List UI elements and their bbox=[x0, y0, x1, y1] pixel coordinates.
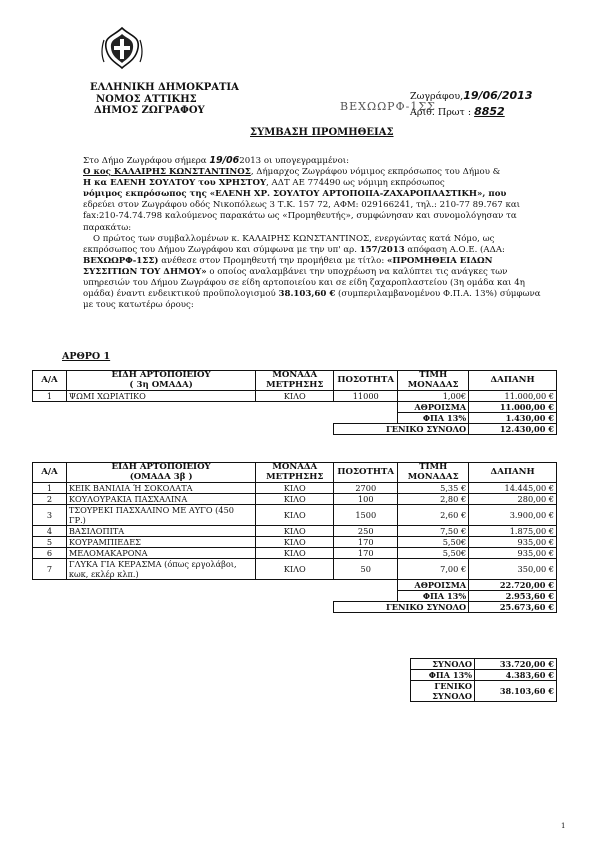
supply-title-a: «ΠΡΟΜΗΘΕΙΑ ΕΙΔΩΝ bbox=[386, 255, 493, 266]
row-item: ΚΕΙΚ ΒΑΝΙΛΙΑ Ή ΣΟΚΟΛΑΤΑ bbox=[66, 483, 255, 494]
header-line-2: ΝΟΜΟΣ ΑΤΤΙΚΗΣ bbox=[96, 93, 197, 105]
col-unit-1: ΜΟΝΑΔΑ bbox=[272, 370, 318, 380]
header-line-3: ΔΗΜΟΣ ΖΩΓΡΑΦΟΥ bbox=[94, 105, 205, 116]
p7: Ο πρώτος των συμβαλλομένων κ. ΚΑΛΑΙΡΗΣ ΚΩΝΣΤΑΝΤΙΝΟΣ, ενεργώντας κατά Νόμο, ως bbox=[93, 233, 495, 244]
row-qty: 50 bbox=[334, 559, 398, 580]
row-item: ΚΟΥΛΟΥΡΑΚΙΑ ΠΑΣΧΑΛΙΝΑ bbox=[66, 494, 255, 505]
article-heading: ΑΡΘΡΟ 1 bbox=[62, 351, 111, 362]
row-aa: 2 bbox=[33, 494, 67, 505]
row-cost: 935,00 € bbox=[469, 548, 557, 559]
table-header-row bbox=[33, 371, 557, 391]
p1-b: , Δήμαρχος Ζωγράφου νόμιμος εκπρόσωπος του Δήμου & bbox=[250, 167, 501, 178]
sum-row bbox=[33, 402, 557, 413]
row-cost: 280,00 € bbox=[469, 494, 557, 505]
col-unit bbox=[256, 463, 334, 483]
p12-c: (συμπεριλαμβανομένου Φ.Π.Α. 13%) σύμφωνα bbox=[338, 289, 541, 300]
p10-b: ο οποίος αναλαμβάνει την υποχρέωση να καλύπτει τις ανάγκες των bbox=[209, 266, 508, 277]
col-qty: ΠΟΣΟΤΗΤΑ bbox=[334, 463, 398, 483]
row-price: 2,80 € bbox=[398, 494, 469, 505]
total-row bbox=[33, 424, 557, 435]
vat-value: 2.953,60 € bbox=[469, 591, 557, 602]
row-cost: 14.445,00 € bbox=[469, 483, 557, 494]
bakery-table-group-3b bbox=[32, 462, 557, 613]
row-cost: 11.000,00 € bbox=[469, 391, 557, 402]
row-item: ΚΟΥΡΑΜΠΙΕΔΕΣ bbox=[66, 537, 255, 548]
row-unit: ΚΙΛΟ bbox=[256, 526, 334, 537]
row-unit: ΚΙΛΟ bbox=[256, 494, 334, 505]
col-item bbox=[66, 463, 255, 483]
coat-of-arms-emblem bbox=[96, 22, 148, 74]
row-price: 7,50 € bbox=[398, 526, 469, 537]
p11: υπηρεσιών του Δήμου Ζωγράφου σε είδη αρτοποιείου και σε είδη ζαχαροπλαστείου (3η ομάδα και 4η bbox=[83, 278, 525, 289]
row-unit: ΚΙΛΟ bbox=[256, 505, 334, 526]
row-unit: ΚΙΛΟ bbox=[256, 559, 334, 580]
protocol-value: 8852 bbox=[474, 105, 505, 118]
row-qty: 170 bbox=[334, 548, 398, 559]
row-qty: 11000 bbox=[334, 391, 398, 402]
date-label: Ζωγράφου, bbox=[410, 91, 464, 102]
ada-code: ΒΕΧΩΩΡΦ-1ΣΣ) bbox=[83, 255, 159, 266]
p5: fax:210-74.74.798 καλούμενος παρακάτω ως «Προμηθευτής», συμφώνησαν και συνομολόγησαν τα bbox=[83, 211, 517, 222]
summary-total-value: 38.103,60 € bbox=[475, 681, 557, 702]
summary-sum-row bbox=[411, 659, 557, 670]
table-row bbox=[33, 391, 557, 402]
col-item-title: ΕΙΔΗ ΑΡΤΟΠΟΙΕΙΟΥ bbox=[111, 370, 211, 380]
p2-b: , ΑΔΤ ΑΕ 774490 ως νόμιμη εκπρόσωπος bbox=[266, 178, 445, 189]
col-unit-2: ΜΕΤΡΗΣΗΣ bbox=[266, 379, 324, 390]
row-unit: ΚΙΛΟ bbox=[256, 548, 334, 559]
row-unit: ΚΙΛΟ bbox=[256, 537, 334, 548]
intro-b: 2013 οι υπογεγραμμένοι: bbox=[239, 156, 350, 166]
sum-value: 11.000,00 € bbox=[469, 402, 557, 413]
row-price: 5,50€ bbox=[398, 537, 469, 548]
p3: νόμιμος εκπρόσωπος της «ΕΛΕΝΗ ΧΡ. ΣΟΥΛΤΟΥ ΑΡΤΟΠΟΙΙΑ-ΖΑΧΑΡΟΠΛΑΣΤΙΚΗ», που bbox=[83, 189, 507, 200]
intro-date: 19/06 bbox=[209, 155, 240, 166]
total-value: 12.430,00 € bbox=[469, 424, 557, 435]
row-cost: 935,00 € bbox=[469, 537, 557, 548]
p8-a: εκπρόσωπος του Δήμου Ζωγράφου και σύμφωνα με την υπ' αρ. bbox=[83, 244, 357, 255]
table-row bbox=[33, 526, 557, 537]
row-qty: 250 bbox=[334, 526, 398, 537]
col-aa: Α/Α bbox=[33, 463, 67, 483]
row-item: ΜΕΛΟΜΑΚΑΡΟΝΑ bbox=[66, 548, 255, 559]
table-row bbox=[33, 505, 557, 526]
col-cost: ΔΑΠΑΝΗ bbox=[469, 463, 557, 483]
summary-total-label: ΓΕΝΙΚΟ ΣΥΝΟΛΟ bbox=[411, 681, 475, 702]
total-value: 25.673,60 € bbox=[469, 602, 557, 613]
row-item: ΒΑΣΙΛΟΠΙΤΑ bbox=[66, 526, 255, 537]
row-aa: 1 bbox=[33, 391, 67, 402]
col-item-group: (ΟΜΑΔΑ 3β ) bbox=[129, 471, 193, 482]
row-item: ΓΛΥΚΑ ΓΙΑ ΚΕΡΑΣΜΑ (όπως εργολάβοι, κωκ, εκλέρ κλπ.) bbox=[66, 559, 255, 580]
row-price: 1,00€ bbox=[398, 391, 469, 402]
budget-amount: 38.103,60 € bbox=[278, 289, 336, 300]
sum-label: ΑΘΡΟΙΣΜΑ bbox=[398, 402, 469, 413]
intro-a: Στο Δήμο Ζωγράφου σήμερα bbox=[83, 156, 207, 166]
row-cost: 3.900,00 € bbox=[469, 505, 557, 526]
col-item-group: ( 3η ΟΜΑΔΑ) bbox=[129, 379, 193, 390]
row-aa: 4 bbox=[33, 526, 67, 537]
vat-value: 1.430,00 € bbox=[469, 413, 557, 424]
p6: παρακάτω: bbox=[83, 222, 132, 233]
supplier-rep: Η κα ΕΛΕΝΗ ΣΟΥΛΤΟΥ του ΧΡΗΣΤΟΥ bbox=[83, 178, 267, 189]
table-row bbox=[33, 537, 557, 548]
contract-body bbox=[83, 155, 563, 311]
vat-row bbox=[33, 413, 557, 424]
col-unit-1: ΜΟΝΑΔΑ bbox=[272, 462, 318, 472]
row-unit: ΚΙΛΟ bbox=[256, 483, 334, 494]
supply-title-b: ΣΥΣΣΙΤΙΩΝ ΤΟΥ ΔΗΜΟΥ» bbox=[83, 266, 207, 277]
table-row bbox=[33, 483, 557, 494]
header-line-1: ΕΛΛΗΝΙΚΗ ΔΗΜΟΚΡΑΤΙΑ bbox=[90, 82, 239, 93]
row-aa: 5 bbox=[33, 537, 67, 548]
document-title: ΣΥΜΒΑΣΗ ΠΡΟΜΗΘΕΙΑΣ bbox=[250, 127, 394, 138]
row-qty: 1500 bbox=[334, 505, 398, 526]
table-row bbox=[33, 494, 557, 505]
total-label: ΓΕΝΙΚΟ ΣΥΝΟΛΟ bbox=[334, 424, 469, 435]
row-aa: 1 bbox=[33, 483, 67, 494]
row-unit: ΚΙΛΟ bbox=[256, 391, 334, 402]
row-price: 5,35 € bbox=[398, 483, 469, 494]
p9-b: ανέθεσε στον Προμηθευτή την προμήθεια με τίτλο: bbox=[161, 255, 385, 266]
row-item: ΤΣΟΥΡΕΚΙ ΠΑΣΧΑΛΙΝΟ ΜΕ ΑΥΓΟ (450 ΓΡ.) bbox=[66, 505, 255, 526]
row-qty: 170 bbox=[334, 537, 398, 548]
p8-c: απόφαση Α.Ο.Ε. (ΑΔΑ: bbox=[407, 244, 505, 255]
table-row bbox=[33, 548, 557, 559]
col-price-1: ΤΙΜΗ bbox=[419, 370, 448, 380]
summary-vat-value: 4.383,60 € bbox=[475, 670, 557, 681]
col-item bbox=[66, 371, 255, 391]
sum-value: 22.720,00 € bbox=[469, 580, 557, 591]
mayor-name: Ο κος ΚΑΛΑΙΡΗΣ ΚΩΝΣΤΑΝΤΙΝΟΣ bbox=[83, 167, 251, 178]
table-row bbox=[33, 559, 557, 580]
bakery-table-group-3 bbox=[32, 370, 557, 435]
row-aa: 7 bbox=[33, 559, 67, 580]
summary-vat-row bbox=[411, 670, 557, 681]
row-cost: 350,00 € bbox=[469, 559, 557, 580]
row-aa: 6 bbox=[33, 548, 67, 559]
p12-a: ομάδα) έναντι ενδεικτικού προϋπολογισμού bbox=[83, 289, 276, 300]
row-price: 7,00 € bbox=[398, 559, 469, 580]
summary-sum-label: ΣΥΝΟΛΟ bbox=[411, 659, 475, 670]
col-aa: Α/Α bbox=[33, 371, 67, 391]
col-price-2: ΜΟΝΑΔΑΣ bbox=[407, 379, 459, 390]
sum-row bbox=[33, 580, 557, 591]
vat-label: ΦΠΑ 13% bbox=[398, 413, 469, 424]
table-header-row bbox=[33, 463, 557, 483]
sum-label: ΑΘΡΟΙΣΜΑ bbox=[398, 580, 469, 591]
total-label: ΓΕΝΙΚΟ ΣΥΝΟΛΟ bbox=[334, 602, 469, 613]
total-row bbox=[33, 602, 557, 613]
col-unit bbox=[256, 371, 334, 391]
row-price: 2,60 € bbox=[398, 505, 469, 526]
col-unit-2: ΜΕΤΡΗΣΗΣ bbox=[266, 471, 324, 482]
col-item-title: ΕΙΔΗ ΑΡΤΟΠΟΙΕΙΟΥ bbox=[111, 462, 211, 472]
protocol-label: Αριθ. Πρωτ : bbox=[410, 107, 472, 118]
col-cost: ΔΑΠΑΝΗ bbox=[469, 371, 557, 391]
p4: εδρεύει στον Ζωγράφου οδός Νικοπόλεως 3 Τ.Κ. 157 72, ΑΦΜ: 029166241, τηλ.: 210-77 89.767 και bbox=[83, 200, 521, 211]
row-cost: 1.875,00 € bbox=[469, 526, 557, 537]
col-price bbox=[398, 463, 469, 483]
summary-vat-label: ΦΠΑ 13% bbox=[411, 670, 475, 681]
summary-sum-value: 33.720,00 € bbox=[475, 659, 557, 670]
p13: με τους κατωτέρω όρους: bbox=[83, 300, 194, 311]
issuer-header bbox=[90, 82, 239, 117]
col-price-1: ΤΙΜΗ bbox=[419, 462, 448, 472]
col-price bbox=[398, 371, 469, 391]
vat-row bbox=[33, 591, 557, 602]
summary-table bbox=[410, 658, 557, 702]
vat-label: ΦΠΑ 13% bbox=[398, 591, 469, 602]
row-aa: 3 bbox=[33, 505, 67, 526]
col-price-2: ΜΟΝΑΔΑΣ bbox=[407, 471, 459, 482]
summary-total-row bbox=[411, 681, 557, 702]
row-price: 5,50€ bbox=[398, 548, 469, 559]
row-qty: 2700 bbox=[334, 483, 398, 494]
ada-watermark: ΒΕΧΩΩΡΦ-1ΣΣ bbox=[340, 100, 436, 113]
decision-number: 157/2013 bbox=[359, 244, 405, 255]
row-qty: 100 bbox=[334, 494, 398, 505]
row-item: ΨΩΜΙ ΧΩΡΙΑΤΙΚΟ bbox=[66, 391, 255, 402]
page-number: 1 bbox=[561, 822, 566, 830]
date-value: 19/06/2013 bbox=[463, 89, 533, 102]
col-qty: ΠΟΣΟΤΗΤΑ bbox=[334, 371, 398, 391]
